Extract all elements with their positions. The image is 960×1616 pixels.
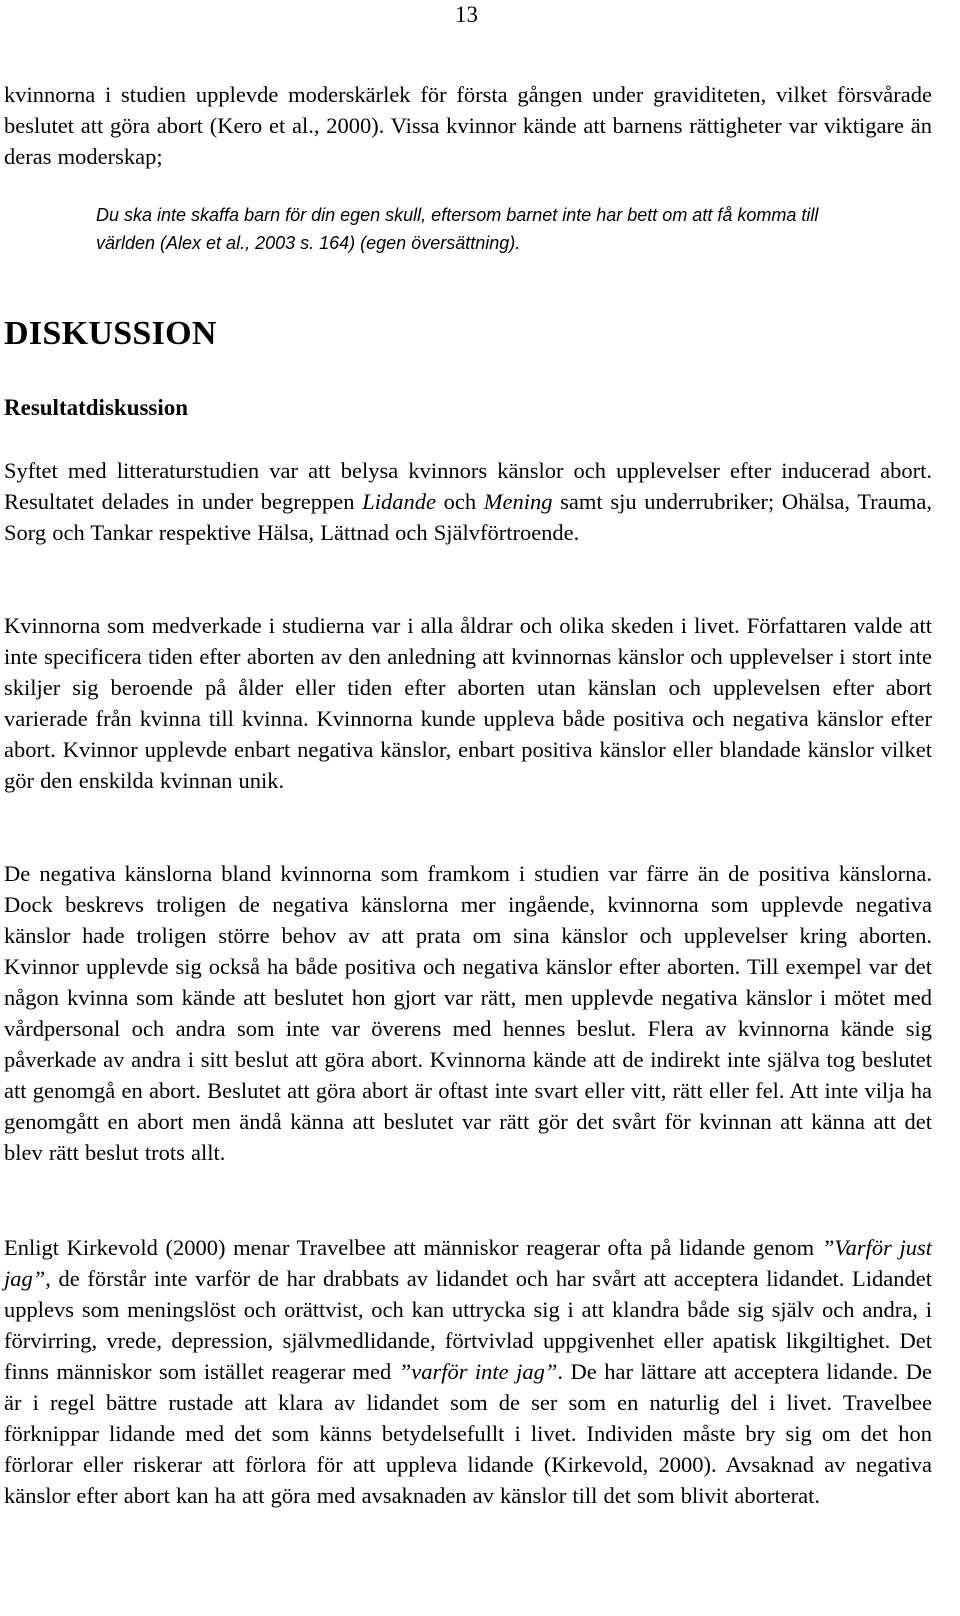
intro-paragraph: kvinnorna i studien upplevde moderskärlek för första gången under graviditeten, vilket försvårade beslutet att göra abort (Kero et al., 2000). Vissa kvinnor kände att barnens rättigheter var viktigare än deras moderskap;	[4, 82, 932, 169]
block-quote: Du ska inte skaffa barn för din egen skull, eftersom barnet inte har bett om att få komma till världen (Alex et al., 2003 s. 164) (egen översättning).	[96, 205, 819, 253]
phrase-varfor-inte-jag: ”varför inte jag”	[398, 1359, 558, 1384]
phrase-varfor-just-jag: ”Varför just jag”	[4, 1235, 932, 1291]
paragraph-purpose-text-1: Syftet med litteraturstudien var att belysa kvinnors känslor och upplevelser efter inducerad abort. Resultatet delades in under begreppen	[4, 458, 932, 514]
paragraph-participants: Kvinnorna som medverkade i studierna var i alla åldrar och olika skeden i livet. Författaren valde att inte specificera tiden efter aborten av den anledning att kvinnornas känslor och upplevelser i stort inte skiljer sig beroende på ålder eller tiden efter aborten utan känslan och upplevelsen efter abort varierade från kvinna till kvinna. Kvinnorna kunde uppleva både positiva och negativa känslor efter abort. Kvinnor upplevde enbart negativa känslor, enbart positiva känslor eller blandade känslor vilket gör den enskilda kvinnan unik.	[4, 613, 932, 793]
paragraph-purpose	[4, 455, 932, 548]
paragraph-negative-feelings: De negativa känslorna bland kvinnorna som framkom i studien var färre än de positiva känslorna. Dock beskrevs troligen de negativa känslorna mer ingående, kvinnorna som upplevde negativa känslor hade troligen större behov av att prata om sina känslor och upplevelser kring aborten. Kvinnor upplevde sig också ha både positiva och negativa känslor efter aborten. Till exempel var det någon kvinna som kände att beslutet hon gjort var rätt, men upplevde negativa känslor i mötet med vårdpersonal och andra som inte var överens med hennes beslut. Flera av kvinnorna kände sig påverkade av andra i sitt beslut att göra abort. Kvinnorna kände att de indirekt inte själva tog beslutet att genomgå en abort. Beslutet att göra abort är oftast inte svart eller vitt, rätt eller fel. Att inte vilja ha genomgått en abort men ändå känna att beslutet var rätt gör det svårt för kvinnan att känna att det blev rätt beslut trots allt.	[4, 861, 932, 1165]
subsection-heading: Resultatdiskussion	[4, 395, 189, 420]
paragraph-travelbee-text-1: Enligt Kirkevold (2000) menar Travelbee att människor reagerar ofta på lidande genom	[4, 1235, 822, 1260]
term-mening: Mening	[483, 489, 553, 514]
paragraph-purpose-text-2: och	[435, 489, 484, 514]
paragraph-travelbee	[4, 1232, 932, 1511]
paragraph-purpose-text-3: samt sju underrubriker; Ohälsa, Trauma, Sorg och Tankar respektive Hälsa, Lättnad och Självförtroende.	[4, 489, 932, 545]
page-number: 13	[455, 2, 478, 27]
paragraph-travelbee-text-2: , de förstår inte varför de har drabbats av lidandet och har svårt att acceptera lidandet. Lidandet upplevs som meningslöst och orättvist, och kan uttrycka sig i att klandra både sig själv och andra, i förvirring, vrede, depression, självmedlidande, förtvivlad uppgivenhet eller apatisk likgiltighet. Det finns människor som istället reagerar med	[4, 1266, 932, 1384]
term-lidande: Lidande	[362, 489, 436, 514]
paragraph-travelbee-text-3: . De har lättare att acceptera lidande. De är i regel bättre rustade att klara av lidandet som de ser som en naturlig del i livet. Travelbee förknippar lidande med det som känns betydelsefullt i livet. Individen måste bry sig om det hon förlorar eller riskerar att förlora för att uppleva lidande (Kirkevold, 2000). Avsaknad av negativa känslor efter abort kan ha att göra med avsaknaden av känslor till det som blivit aborterat.	[4, 1359, 932, 1508]
section-heading: DISKUSSION	[4, 315, 217, 352]
